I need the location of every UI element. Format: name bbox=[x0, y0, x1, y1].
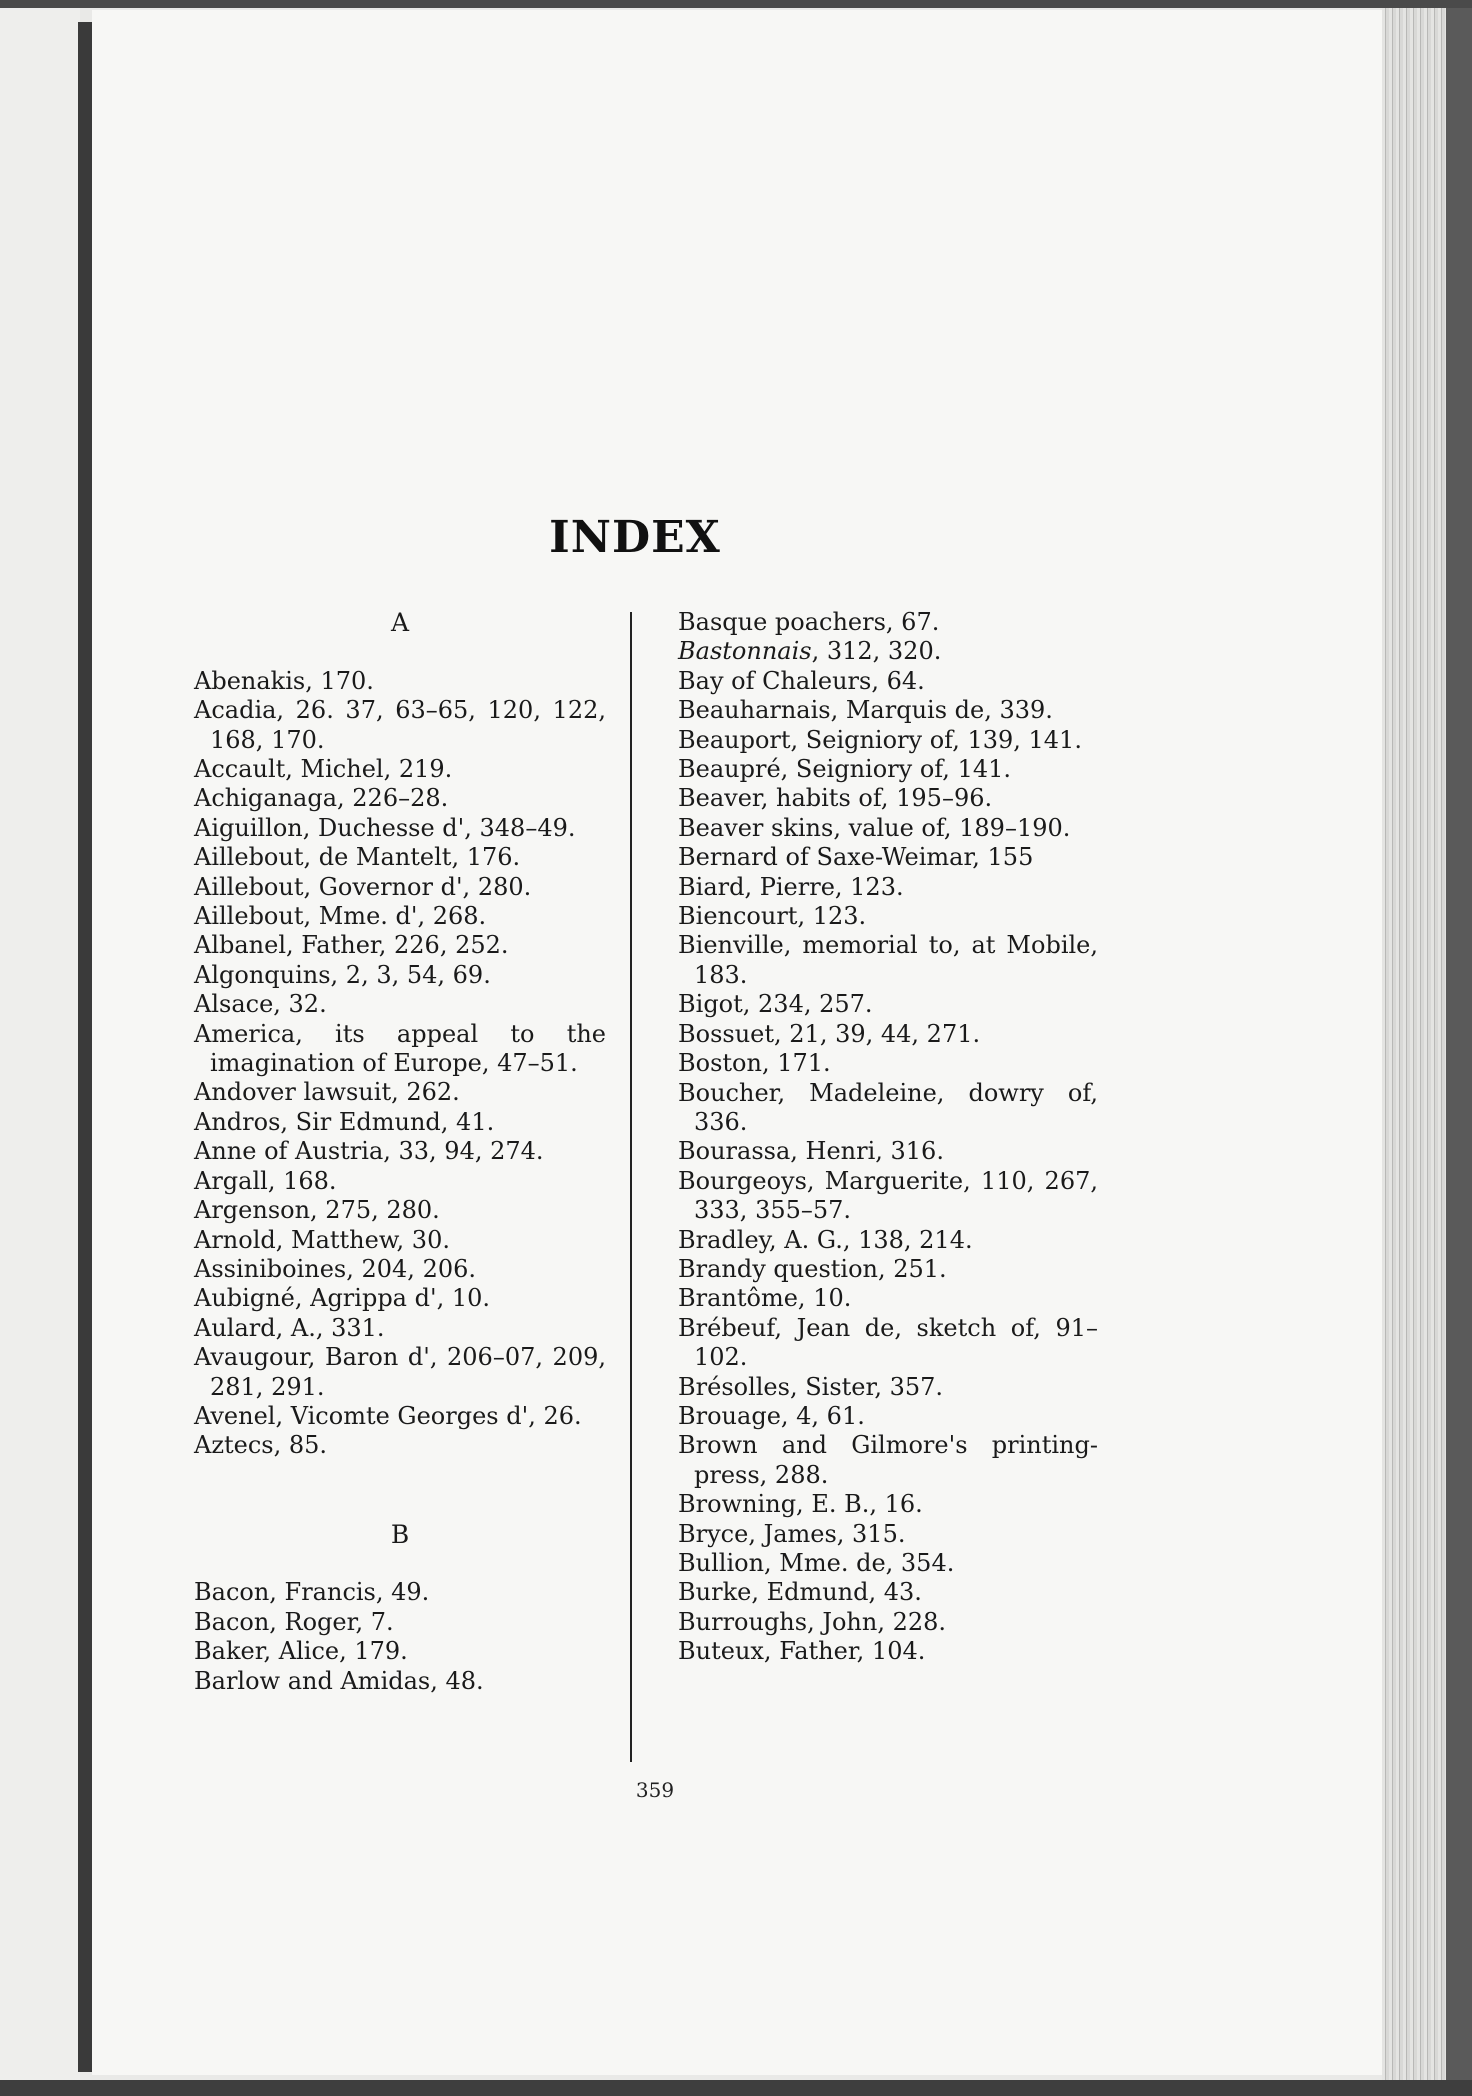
index-entry: Bigot, 234, 257. bbox=[678, 990, 873, 1019]
section-heading-b: B bbox=[390, 1519, 410, 1549]
index-entry: Bacon, Roger, 7. bbox=[194, 1607, 394, 1636]
index-entry: Accault, Michel, 219. bbox=[194, 755, 453, 783]
index-entry: Beaver skins, value of, 189–190. bbox=[678, 813, 1071, 842]
index-entry: Bienville, memorial to, at Mobile, 183. bbox=[678, 931, 1098, 989]
index-entry: Albanel, Father, 226, 252. bbox=[194, 931, 509, 960]
index-entry: Brandy question, 251. bbox=[678, 1254, 947, 1283]
index-entry: Bernard of Saxe-Weimar, 155 bbox=[678, 843, 1034, 872]
index-entry: Avenel, Vicomte Georges d', 26. bbox=[194, 1401, 582, 1430]
page-number: 359 bbox=[635, 1778, 675, 1802]
index-entry: Aiguillon, Duchesse d', 348–49. bbox=[194, 813, 576, 842]
index-entry: Andros, Sir Edmund, 41. bbox=[194, 1107, 495, 1136]
index-entry: Basque poachers, 67. bbox=[678, 608, 940, 636]
index-right-column bbox=[678, 608, 1098, 1667]
index-entry: Beaupré, Seigniory of, 141. bbox=[678, 755, 1011, 784]
binding-shadow bbox=[78, 22, 92, 2072]
index-entry: Aillebout, Mme. d', 268. bbox=[194, 902, 487, 931]
index-entry: Andover lawsuit, 262. bbox=[194, 1078, 460, 1107]
index-entry: Acadia, 26. 37, 63–65, 120, 122, 168, 170. bbox=[194, 696, 606, 754]
index-entry: Aulard, A., 331. bbox=[194, 1313, 385, 1342]
index-entry: Assiniboines, 204, 206. bbox=[194, 1254, 476, 1283]
index-entry: Bourassa, Henri, 316. bbox=[678, 1137, 944, 1166]
index-entry: Aillebout, de Mantelt, 176. bbox=[194, 843, 521, 872]
scan-bottom-edge bbox=[0, 2080, 1472, 2096]
index-entry: Arnold, Matthew, 30. bbox=[194, 1225, 450, 1254]
index-entry: Bourgeoys, Marguerite, 110, 267, 333, 355–57. bbox=[678, 1166, 1098, 1225]
page-stack-edge bbox=[1382, 0, 1446, 2096]
page-title: INDEX bbox=[549, 512, 721, 563]
index-entry: Boucher, Madeleine, dowry of, 336. bbox=[678, 1078, 1098, 1136]
index-entry: Aillebout, Governor d', 280. bbox=[194, 872, 532, 901]
scan-top-edge bbox=[0, 0, 1472, 8]
index-entry-bastonnais bbox=[678, 637, 1098, 666]
index-entry: Burroughs, John, 228. bbox=[678, 1607, 947, 1636]
adjacent-page-strip bbox=[0, 0, 80, 2096]
index-entry: Bradley, A. G., 138, 214. bbox=[678, 1225, 973, 1254]
index-entry: Biencourt, 123. bbox=[678, 902, 867, 931]
index-entry: Boston, 171. bbox=[678, 1049, 831, 1078]
index-entry: Browning, E. B., 16. bbox=[678, 1490, 923, 1519]
index-entry: Beaver, habits of, 195–96. bbox=[678, 784, 993, 813]
cover-edge bbox=[1446, 0, 1472, 2096]
index-entry: Burke, Edmund, 43. bbox=[678, 1578, 922, 1607]
index-entry: Bacon, Francis, 49. bbox=[194, 1578, 430, 1607]
section-a-entries bbox=[194, 667, 606, 1461]
index-entry: Aztecs, 85. bbox=[194, 1431, 328, 1460]
index-entry: Bryce, James, 315. bbox=[678, 1519, 906, 1548]
index-entry: Biard, Pierre, 123. bbox=[678, 872, 904, 901]
index-entry: Barlow and Amidas, 48. bbox=[194, 1666, 484, 1695]
index-entry: Alsace, 32. bbox=[194, 990, 327, 1019]
index-entry: Baker, Alice, 179. bbox=[194, 1637, 408, 1666]
index-entry: Bay of Chaleurs, 64. bbox=[678, 666, 925, 695]
index-entry: Aubigné, Agrippa d', 10. bbox=[194, 1284, 491, 1313]
index-entry: America, its appeal to the imagination of Europe, 47–51. bbox=[194, 1019, 606, 1078]
index-entry: Brown and Gilmore's printing-press, 288. bbox=[678, 1431, 1098, 1489]
index-entry: Algonquins, 2, 3, 54, 69. bbox=[194, 960, 491, 989]
index-entry: Abenakis, 170. bbox=[194, 666, 374, 695]
index-entry: Argenson, 275, 280. bbox=[194, 1196, 440, 1225]
section-b-entries bbox=[194, 1578, 606, 1696]
index-entry: Brouage, 4, 61. bbox=[678, 1401, 865, 1430]
section-heading-a: A bbox=[390, 608, 410, 637]
index-entry: Avaugour, Baron d', 206–07, 209, 281, 291. bbox=[194, 1343, 606, 1401]
italic-term: Bastonnais bbox=[678, 637, 812, 666]
index-entry: Brébeuf, Jean de, sketch of, 91–102. bbox=[678, 1313, 1098, 1372]
index-entry: Achiganaga, 226–28. bbox=[194, 784, 449, 813]
index-entry: Brésolles, Sister, 357. bbox=[678, 1372, 944, 1401]
index-entry: Buteux, Father, 104. bbox=[678, 1637, 926, 1666]
index-entry: Bossuet, 21, 39, 44, 271. bbox=[678, 1019, 981, 1048]
index-entry: Anne of Austria, 33, 94, 274. bbox=[194, 1137, 544, 1166]
index-entry: Argall, 168. bbox=[194, 1166, 337, 1195]
index-left-column bbox=[194, 608, 606, 1696]
index-entry: Beauport, Seigniory of, 139, 141. bbox=[678, 725, 1082, 754]
entry-pages: , 312, 320. bbox=[811, 637, 942, 666]
index-entry: Brantôme, 10. bbox=[678, 1284, 852, 1313]
index-entry: Bullion, Mme. de, 354. bbox=[678, 1549, 955, 1577]
section-gap bbox=[194, 1461, 606, 1520]
column-divider bbox=[630, 612, 632, 1762]
index-entry: Beauharnais, Marquis de, 339. bbox=[678, 696, 1053, 725]
